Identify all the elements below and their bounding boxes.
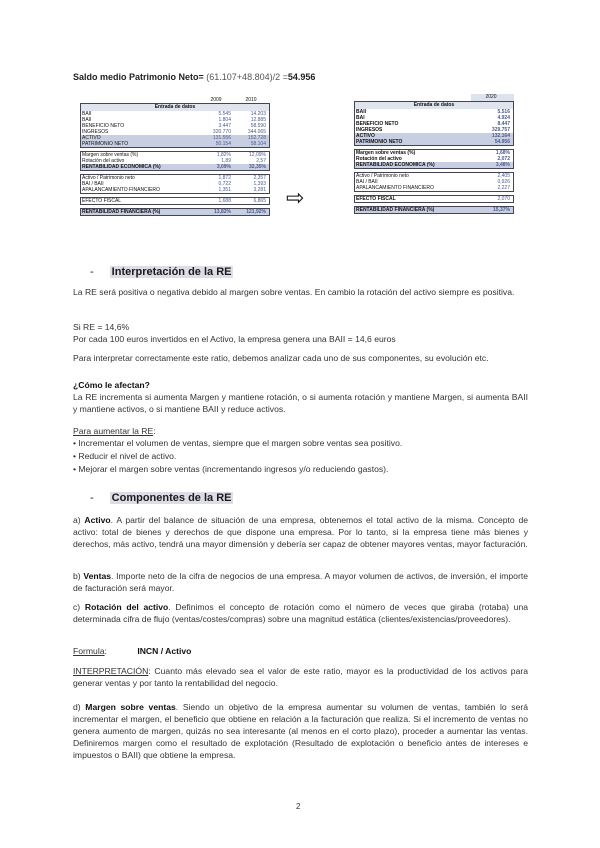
row-value: 12,09% <box>249 152 266 158</box>
row-value: 329.757 <box>491 127 510 133</box>
row-value: 1,393 <box>253 181 266 187</box>
row-label: INGRESOS <box>82 129 109 135</box>
section1-p1: La RE será positiva o negativa debido al margen sobre ventas. En cambio la rotación del activo siempre es positiva. <box>73 287 515 297</box>
left-fiscal-box: EFECTO FISCAL 1,688 6,865 <box>80 197 270 205</box>
right-year: 2020 <box>471 94 514 101</box>
row-value: 132.164 <box>491 133 510 139</box>
row-label: Margen sobre ventas (%) <box>82 152 139 158</box>
section1-p2b: Por cada 100 euros invertidos en el Activo, la empresa genera una BAII = 14,6 euros <box>73 334 396 344</box>
left-year-1: 2009 <box>210 97 222 103</box>
section1-list-title: Para aumentar la RE: <box>73 426 156 436</box>
row-value: 0,926 <box>497 179 510 185</box>
section1-list-item-1: • Incrementar el volumen de ventas, siempre que el margen sobre ventas sea positivo. <box>73 438 403 448</box>
section2-title: Componentes de la RE <box>111 492 232 504</box>
component-margen: d) Margen sobre ventas. Siendo un objetivo de la empresa aumentar su volumen de ventas, también lo será incrementar el margen, el beneficio que obtiene en relación a la facturación que realiza. Si el incremento de ventas no genera aumento de margen, quizás no sea interesante (al menos en el corto plazo), proceder a aumentar las ventas. Definiremos margen como el resultado de explotación (Resultado de explotación o beneficio antes de intereses e impuestos o BAII) que obtiene la empresa. <box>73 702 529 760</box>
left-fin-box <box>80 174 270 194</box>
section1-list-item-3: • Mejorar el margen sobre ventas (incrementando ingresos y/o reduciendo gastos). <box>73 464 389 474</box>
right-fiscal-box: EFECTO FISCAL 2,070 <box>354 195 514 203</box>
section1-list-item-2: • Reducir el nivel de activo. <box>73 451 177 461</box>
row-label: BAI <box>356 115 365 121</box>
row-value: 12.885 <box>250 117 266 123</box>
row-value: 344.065 <box>247 129 266 135</box>
row-value: 14.203 <box>250 111 266 117</box>
row-label: PATRIMONIO NETO <box>82 141 129 147</box>
section1-question: ¿Cómo le afectan? <box>73 380 150 390</box>
row-value: 1,872 <box>218 175 231 181</box>
row-label: APALANCAMIENTO FINANCIERO <box>356 185 434 191</box>
table-row <box>355 139 513 145</box>
left-fiscal-label: EFECTO FISCAL <box>82 198 122 204</box>
row-value: 152.728 <box>247 135 266 141</box>
row-label: Rotación del activo <box>82 158 125 164</box>
row-value: 58.104 <box>250 141 266 147</box>
page-number: 2 <box>296 802 301 811</box>
left-year-2: 2010 <box>245 97 257 103</box>
formula-line: Formula: INCN / Activo <box>73 646 192 656</box>
row-label: BAI / BAII <box>356 179 378 185</box>
component-rotacion: c) Rotación del activo. Definimos el concepto de rotación como el número de veces que giraba (rotaba) una determinada cifra de flujo (ventas/costes/compras) sobre una magnitud estática (clientes/existencias/proveedores). <box>73 602 529 624</box>
row-value: 2,405 <box>497 173 510 179</box>
section1-p2a: Si RE = 14,6% <box>73 322 130 332</box>
right-fin-box <box>354 172 514 192</box>
row-label: Activo / Patrimonio neto <box>82 175 135 181</box>
row-value: 4.924 <box>497 115 510 121</box>
row-value: 50.154 <box>215 141 231 147</box>
row-value: 320.770 <box>212 129 231 135</box>
table-row <box>81 187 269 193</box>
row-label: INGRESOS <box>356 127 383 133</box>
row-label: BENEFICIO NETO <box>356 121 399 127</box>
section-interpretacion-heading: - Interpretación de la RE <box>90 266 232 278</box>
row-value: 54.956 <box>494 139 510 145</box>
patrimonio-neto-heading <box>73 72 315 82</box>
row-label: BENEFICIO NETO <box>82 123 125 129</box>
row-value: 131.556 <box>212 135 231 141</box>
row-value: 5.516 <box>497 109 510 115</box>
list-title-text: Para aumentar la RE <box>73 426 154 436</box>
term-ventas: Ventas <box>83 571 112 581</box>
right-fiscal-label: EFECTO FISCAL <box>356 196 396 202</box>
row-label: Rotación del activo <box>356 156 402 162</box>
interp-label: INTERPRETACIÓN <box>73 666 149 676</box>
section-componentes-heading: - Componentes de la RE <box>90 492 232 504</box>
term-rotacion: Rotación del activo <box>84 602 169 612</box>
formula-label: Formula <box>73 646 105 656</box>
left-fin-total: RENTABILIDAD FINANCIERA (%) 13,82% 121,92% <box>80 208 270 216</box>
row-value: 58.590 <box>250 123 266 129</box>
row-value: 2,072 <box>497 156 510 162</box>
row-value: 3,281 <box>253 187 266 193</box>
row-label: BAI / BAII <box>82 181 104 187</box>
left-data-table <box>80 97 270 219</box>
row-label: ACTIVO <box>356 133 375 139</box>
section1-title: Interpretación de la RE <box>111 266 232 278</box>
table-row <box>355 185 513 191</box>
row-value: 2,227 <box>497 185 510 191</box>
row-label: PATRIMONIO NETO <box>356 139 403 145</box>
row-value: 3.447 <box>218 123 231 129</box>
row-value: 0,722 <box>218 181 231 187</box>
row-label: ACTIVO <box>82 135 101 141</box>
left-input-box <box>80 103 270 148</box>
row-value: 1.804 <box>218 117 231 123</box>
left-table-title: Entrada de datos <box>81 104 269 111</box>
component-activo: a) Activo. A partir del balance de situación de una empresa, obtenemos el total activo de la misma. Concepto de activo: total de bienes y derechos de que dispone una empresa. Por lo tanto, si la empresa tiene más bienes y derechos, más activo, tendrá una mayor dimensión y debería ser capaz de obtener mayores ventas, mayor facturación. <box>73 515 528 549</box>
heading-prefix: Saldo medio Patrimonio Neto= <box>73 72 204 82</box>
row-label: Activo / Patrimonio neto <box>356 173 409 179</box>
row-label: BAII <box>82 117 92 123</box>
term-margen: Margen sobre ventas <box>85 702 176 712</box>
term-activo: Activo <box>84 515 111 525</box>
row-value: 8.447 <box>497 121 510 127</box>
row-value: 1,82% <box>216 152 231 158</box>
right-arrow-icon: ⇨ <box>286 185 305 210</box>
section1-p3: Para interpretar correctamente este ratio, debemos analizar cada uno de sus componentes, su evolución etc. <box>73 353 489 363</box>
interpretation-paragraph: INTERPRETACIÓN: Cuanto más elevado sea el valor de este ratio, mayor es la productividad de los activos para generar ventas y por tanto la rentabilidad del negocio. <box>73 666 528 688</box>
row-value: 2,57 <box>256 158 266 164</box>
row-value: 1,89 <box>221 158 231 164</box>
row-value: 1,68% <box>495 150 510 156</box>
left-eco-total: RENTABILIDAD ECONÓMICA (%) 3,09% 32,35% <box>81 164 269 170</box>
heading-formula: (61.107+48.804)/2 = <box>203 72 288 82</box>
right-eco-box <box>354 149 514 169</box>
component-ventas: b) Ventas. Importe neto de la cifra de negocios de una empresa. A mayor volumen de activos, de inversión, el importe de facturación será mayor. <box>73 571 528 593</box>
right-table-title: Entrada de datos <box>355 102 513 109</box>
row-label: BAII <box>356 109 366 115</box>
row-value: 5.545 <box>218 111 231 117</box>
right-eco-total: RENTABILIDAD ECONÓMICA (%) 3,48% <box>355 162 513 168</box>
right-fin-total: RENTABILIDAD FINANCIERA (%) 15,37% <box>354 206 514 214</box>
section1-p4: La RE incrementa si aumenta Margen y mantiene rotación, o si aumenta rotación y mantiene Margen, si aumenta BAII y mantiene activos, o si mantiene BAII y reduce activos. <box>73 392 528 414</box>
row-label: APALANCAMIENTO FINANCIERO <box>82 187 160 193</box>
left-eco-box <box>80 151 270 171</box>
row-value: 2,357 <box>253 175 266 181</box>
table-row <box>81 141 269 147</box>
right-data-table <box>354 94 514 217</box>
row-label: Margen sobre ventas (%) <box>356 150 416 156</box>
row-value: 1,351 <box>218 187 231 193</box>
row-label: BAII <box>82 111 92 117</box>
right-input-box <box>354 101 514 146</box>
heading-result: 54.956 <box>287 72 316 82</box>
formula-value: INCN / Activo <box>137 646 192 656</box>
